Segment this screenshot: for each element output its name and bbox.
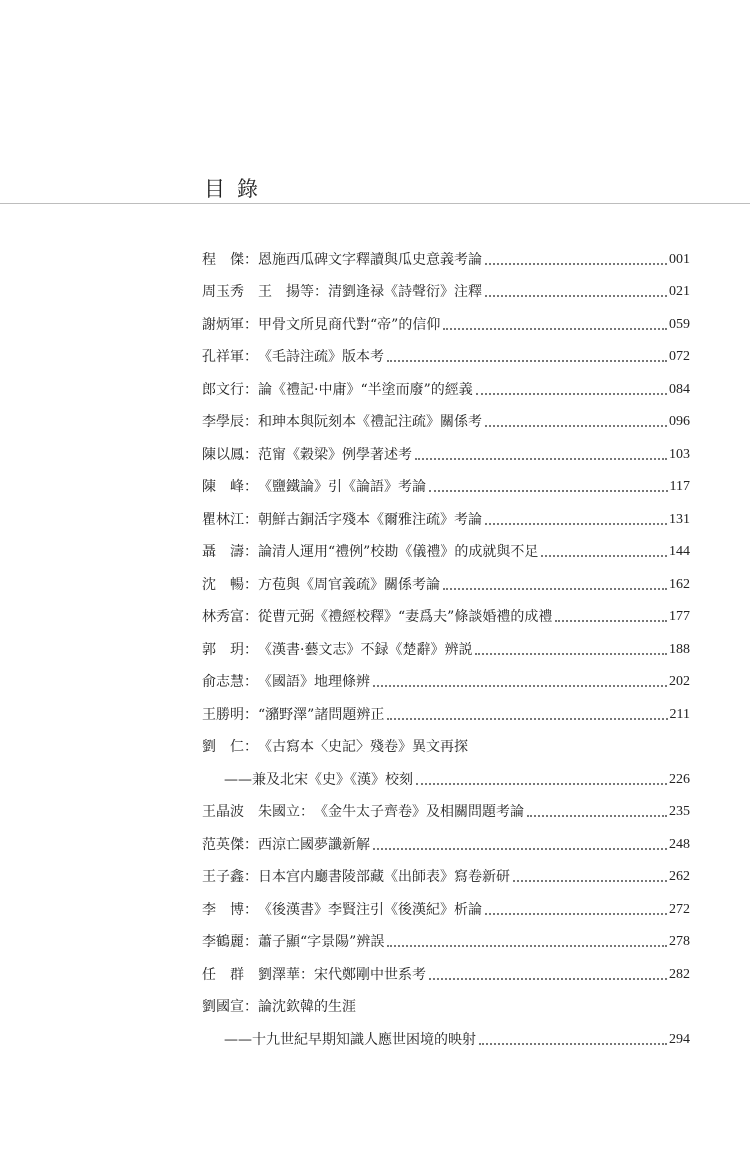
entry-separator: ： (244, 544, 258, 560)
entry-title: 方苞與《周官義疏》關係考論 (258, 576, 440, 593)
toc-entry (202, 854, 690, 887)
entry-separator: ： (244, 349, 258, 365)
entry-page-number: 282 (669, 966, 690, 982)
entry-separator: ： (244, 609, 258, 625)
entry-author: 郎文行 (202, 381, 244, 398)
entry-author: 任 群 劉澤華 (202, 966, 300, 983)
dot-leader (429, 978, 667, 980)
dot-leader (387, 360, 667, 362)
dot-leader (443, 588, 667, 590)
entry-separator: ： (244, 316, 258, 333)
entry-author: 瞿林江 (202, 511, 244, 528)
entry-author: 聶 濤 (202, 544, 244, 560)
entry-page-number: 084 (669, 381, 690, 397)
entry-title: 《金牛太子齊卷》及相關問題考論 (314, 804, 524, 820)
entry-title: 論沈欽韓的生涯 (258, 999, 356, 1015)
entry-title: 和珅本與阮刻本《禮記注疏》關係考 (258, 414, 482, 430)
entry-author: 郭 玥 (202, 641, 244, 658)
entry-title: 恩施西瓜碑文字釋讀與瓜史意義考論 (258, 251, 482, 268)
entry-page-number: 248 (669, 836, 690, 852)
dot-leader (485, 425, 667, 427)
entry-author: 劉國宣 (202, 999, 244, 1015)
dot-leader (527, 815, 667, 817)
entry-author: 陳 峰 (202, 479, 244, 495)
entry-author: 孔祥軍 (202, 349, 244, 365)
dot-leader (416, 783, 667, 785)
toc-entry-subtitle (202, 756, 690, 789)
entry-title: 《後漢書》李賢注引《後漢紀》析論 (258, 901, 482, 918)
entry-page-number: 072 (669, 349, 690, 364)
entry-page-number: 131 (669, 511, 690, 527)
entry-page-number: 144 (669, 544, 690, 559)
toc-entry (202, 951, 690, 984)
entry-separator: ： (244, 674, 258, 690)
toc-entry (202, 431, 690, 464)
entry-title: 《國語》地理條辨 (258, 674, 370, 690)
entry-separator: ： (244, 836, 258, 853)
entry-author: 王子鑫 (202, 869, 244, 885)
toc-entry (202, 984, 690, 1017)
dot-leader (485, 295, 667, 297)
entry-separator: ： (244, 446, 258, 463)
entry-author: 陳以鳳 (202, 446, 244, 463)
dot-leader (476, 393, 667, 395)
dot-leader (373, 848, 667, 850)
toc-entry (202, 334, 690, 367)
dot-leader (373, 685, 667, 687)
entry-separator: ： (244, 479, 258, 495)
toc-entry (202, 236, 690, 269)
entry-author: 李 博 (202, 901, 244, 918)
entry-author: 范英傑 (202, 836, 244, 853)
entry-author: 俞志慧 (202, 674, 244, 690)
entry-separator: ： (300, 804, 314, 820)
toc-entry (202, 496, 690, 529)
entry-title: 日本宫内廳書陵部藏《出師表》寫卷新研 (258, 869, 510, 885)
entry-author: 沈 暢 (202, 576, 244, 593)
entry-separator: ： (244, 739, 258, 755)
toc-entry (202, 821, 690, 854)
dot-leader (429, 490, 668, 492)
toc-entry-subtitle (202, 1016, 690, 1049)
toc-entry (202, 301, 690, 334)
toc-entry (202, 724, 690, 757)
entry-page-number: 117 (669, 479, 690, 494)
toc-entry (202, 919, 690, 952)
entry-title: 《古寫本〈史記〉殘卷》異文再探 (258, 739, 468, 755)
entry-page-number: 059 (669, 316, 690, 332)
entry-title: 范甯《穀梁》例學著述考 (258, 446, 412, 463)
entry-title: 《毛詩注疏》版本考 (258, 349, 384, 365)
entry-author: 李學辰 (202, 414, 244, 430)
table-of-contents (202, 236, 690, 1049)
entry-author: 周玉秀 王 揚等 (202, 284, 314, 300)
entry-title: 《鹽鐵論》引《論語》考論 (258, 479, 426, 495)
entry-title: 西涼亡國夢讖新解 (258, 836, 370, 853)
toc-entry (202, 529, 690, 562)
entry-separator: ： (244, 414, 258, 430)
entry-title: “瀦野澤”諸問題辨正 (258, 706, 385, 723)
dot-leader (443, 328, 667, 330)
entry-title: 《漢書·藝文志》不録《楚辭》辨説 (258, 641, 473, 658)
entry-separator: ： (244, 901, 258, 918)
entry-page-number: 177 (669, 609, 690, 624)
entry-separator: ： (244, 999, 258, 1015)
dot-leader (475, 653, 667, 655)
entry-page-number: 235 (669, 804, 690, 819)
entry-author: 謝炳軍 (202, 316, 244, 333)
entry-title: 宋代鄭剛中世系考 (314, 966, 426, 983)
entry-separator: ： (244, 576, 258, 593)
entry-page-number: 202 (669, 674, 690, 689)
dot-leader (485, 523, 667, 525)
entry-separator: ： (244, 706, 258, 723)
dot-leader (513, 880, 667, 882)
entry-page-number: 162 (669, 576, 690, 592)
entry-separator: ： (244, 251, 258, 268)
entry-separator: ： (300, 966, 314, 983)
dot-leader (485, 913, 667, 915)
entry-separator: ： (244, 381, 258, 398)
toc-entry (202, 626, 690, 659)
entry-page-number: 272 (669, 901, 690, 917)
entry-separator: ： (244, 641, 258, 658)
entry-page-number: 262 (669, 869, 690, 884)
entry-title: 甲骨文所見商代對“帝”的信仰 (258, 316, 441, 333)
entry-page-number: 021 (669, 284, 690, 299)
entry-title: 蕭子顯“字景陽”辨誤 (258, 934, 385, 950)
entry-title: 清劉逢禄《詩聲衍》注釋 (328, 284, 482, 300)
toc-entry (202, 659, 690, 692)
entry-page-number: 294 (669, 1031, 690, 1047)
entry-separator: ： (244, 934, 258, 950)
dot-leader (555, 620, 667, 622)
entry-page-number: 103 (669, 446, 690, 462)
toc-entry (202, 789, 690, 822)
toc-entry (202, 269, 690, 302)
entry-author: 林秀富 (202, 609, 244, 625)
entry-page-number: 096 (669, 414, 690, 429)
entry-author: 王晶波 朱國立 (202, 804, 300, 820)
toc-entry (202, 399, 690, 432)
entry-title: 論《禮記·中庸》“半塗而廢”的經義 (258, 381, 473, 398)
entry-page-number: 226 (669, 771, 690, 787)
entry-author: 李鶴麗 (202, 934, 244, 950)
dot-leader (485, 263, 667, 265)
entry-title: 朝鮮古銅活字殘本《爾雅注疏》考論 (258, 511, 482, 528)
entry-subtitle: ——十九世紀早期知識人應世困境的映射 (224, 1031, 476, 1048)
entry-author: 劉 仁 (202, 739, 244, 755)
toc-entry (202, 464, 690, 497)
toc-entry (202, 886, 690, 919)
entry-title: 論清人運用“禮例”校勘《儀禮》的成就與不足 (258, 544, 539, 560)
entry-separator: ： (244, 511, 258, 528)
toc-entry (202, 691, 690, 724)
entry-title: 從曹元弼《禮經校釋》“妻爲夫”條談婚禮的成禮 (258, 609, 553, 625)
title-divider (0, 203, 750, 204)
entry-page-number: 188 (669, 641, 690, 657)
entry-subtitle: ——兼及北宋《史》《漢》校刻 (224, 771, 413, 788)
dot-leader (387, 945, 667, 947)
toc-entry (202, 594, 690, 627)
dot-leader (479, 1043, 667, 1045)
entry-separator: ： (314, 284, 328, 300)
toc-entry (202, 561, 690, 594)
entry-separator: ： (244, 869, 258, 885)
toc-entry (202, 366, 690, 399)
entry-page-number: 001 (669, 251, 690, 267)
entry-page-number: 211 (669, 706, 690, 722)
entry-author: 王勝明 (202, 706, 244, 723)
page-title: 目錄 (204, 177, 270, 201)
entry-page-number: 278 (669, 934, 690, 949)
dot-leader (387, 718, 667, 720)
dot-leader (415, 458, 667, 460)
dot-leader (541, 555, 667, 557)
entry-author: 程 傑 (202, 251, 244, 268)
